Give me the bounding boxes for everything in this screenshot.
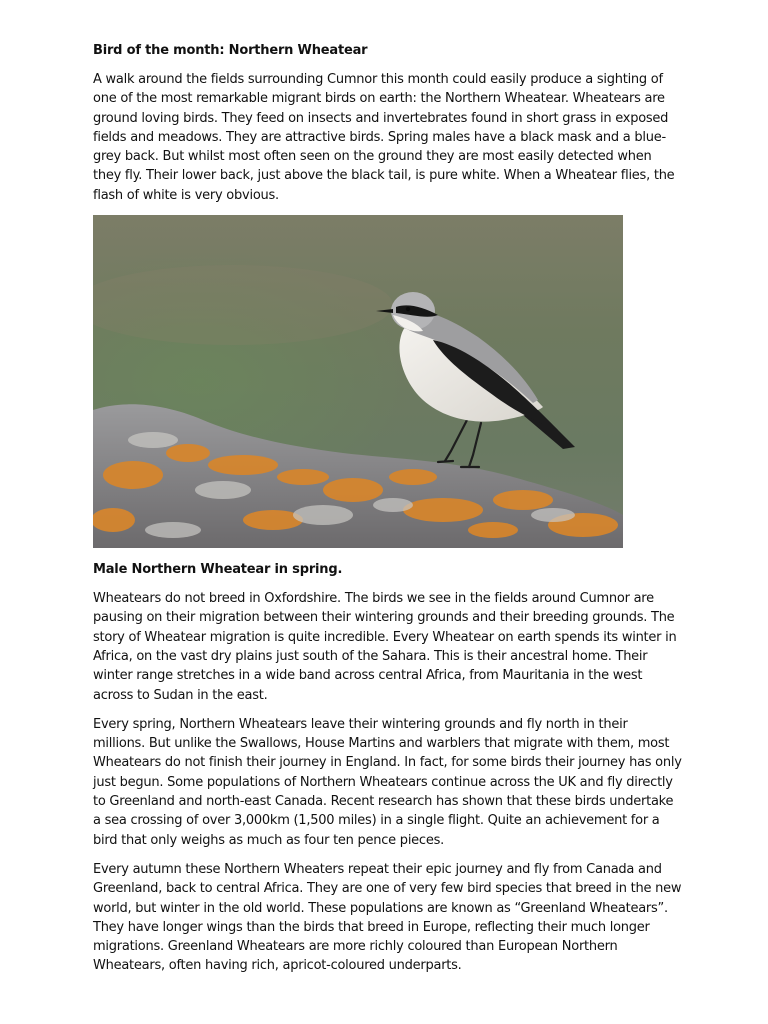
body-paragraph-3: Every autumn these Northern Wheaters repeat their epic journey and fly from Canada and Greenland, back to central Africa. They are one of very few bird species that breed in the new world, but winter in the old world. These populations are known as “Greenland Wheatears”. They have longer wings than the birds that breed in Europe, reflecting their much longer migrations. Greenland Wheatears are more richly coloured than European Northern Wheatears, often having rich, apricot-coloured underparts. bbox=[93, 861, 682, 974]
document-page bbox=[93, 41, 683, 986]
intro-paragraph: A walk around the fields surrounding Cumnor this month could easily produce a sighting of one of the most remarkable migrant birds on earth: the Northern Wheatear. Wheatears are ground loving birds. They feed on insects and invertebrates found in short grass in exposed fields and meadows. They are attractive birds. Spring males have a black mask and a blue-grey back. But whilst most often seen on the ground they are most easily detected when they fly. Their lower back, just above the black tail, is pure white. When a Wheatear flies, the flash of white is very obvious. bbox=[93, 72, 675, 203]
article-title: Bird of the month: Northern Wheatear bbox=[93, 43, 368, 58]
body-paragraph-1: Wheatears do not breed in Oxfordshire. The birds we see in the fields around Cumnor are pausing on their migration between their wintering grounds and their breeding grounds. The story of Wheatear migration is quite incredible. Every Wheatear on earth spends its winter in Africa, on the vast dry plains just south of the Sahara. This is their ancestral home. Their winter range stretches in a wide band across central Africa, from Mauritania in the west across to Sudan in the east. bbox=[93, 591, 677, 703]
wheatear-photo bbox=[93, 215, 623, 548]
photo-caption: Male Northern Wheatear in spring. bbox=[93, 562, 343, 578]
body-paragraph-2: Every spring, Northern Wheatears leave their wintering grounds and fly north in their millions. But unlike the Swallows, House Martins and warblers that migrate with them, most Wheatears do not finish their journey in England. In fact, for some birds their journey has only just begun. Some populations of Northern Wheatears continue across the UK and fly directly to Greenland and north-east Canada. Recent research has shown that these birds undertake a sea crossing of over 3,000km (1,500 miles) in a single flight. Quite an achievement for a bird that only weighs as much as four ten pence pieces. bbox=[93, 716, 682, 848]
